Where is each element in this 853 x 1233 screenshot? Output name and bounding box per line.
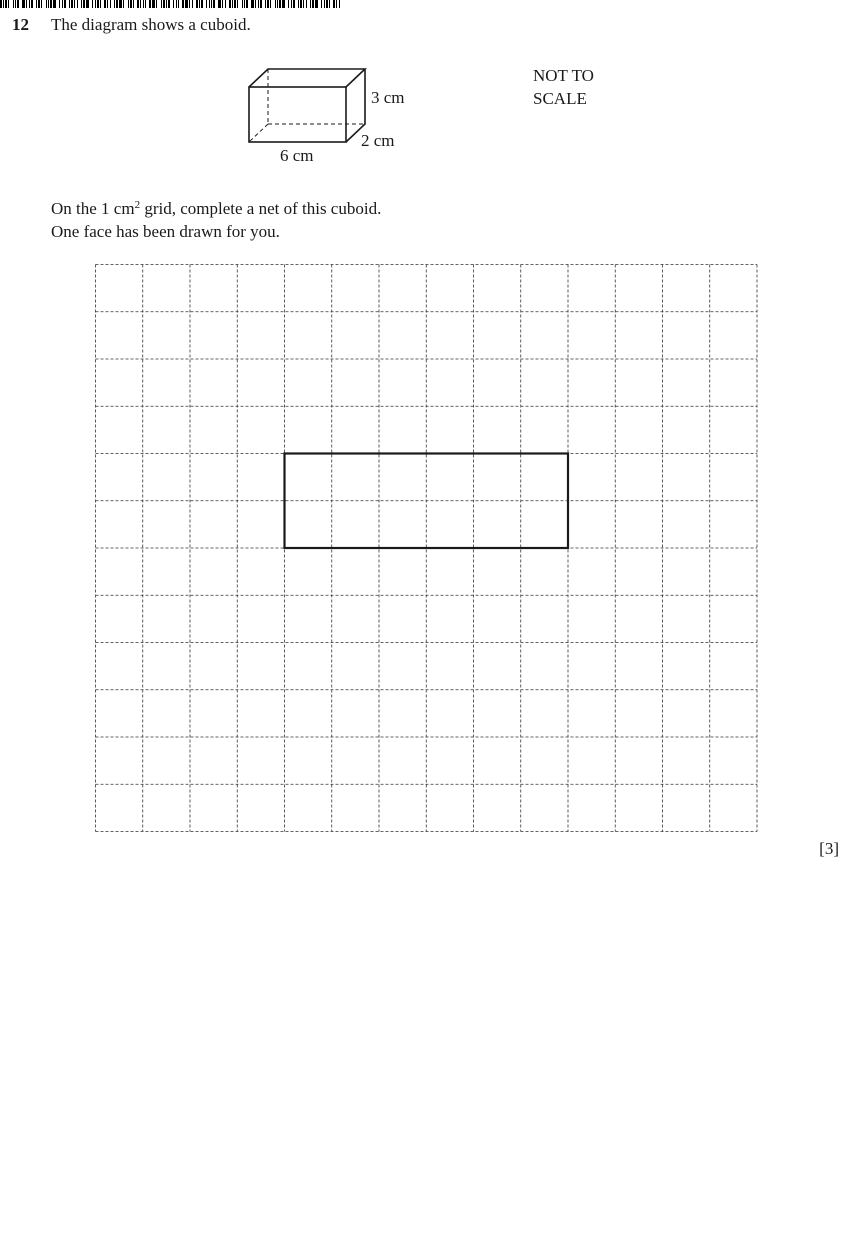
marks-label: [3] bbox=[819, 839, 839, 858]
instruction-line-1-post: grid, complete a net of this cuboid. bbox=[140, 199, 382, 218]
length-label: 6 cm bbox=[280, 146, 314, 165]
note-line-2: SCALE bbox=[533, 89, 587, 108]
instruction-superscript: 2 bbox=[134, 199, 141, 211]
instruction-line-1-pre: On the 1 cm bbox=[51, 199, 135, 218]
question-number: 12 bbox=[12, 15, 29, 34]
height-label: 3 cm bbox=[371, 88, 405, 107]
depth-label: 2 cm bbox=[361, 131, 395, 150]
note-line-1: NOT TO bbox=[533, 66, 594, 85]
instruction-line-2: One face has been drawn for you. bbox=[51, 222, 280, 241]
question-text: The diagram shows a cuboid. bbox=[51, 15, 251, 34]
